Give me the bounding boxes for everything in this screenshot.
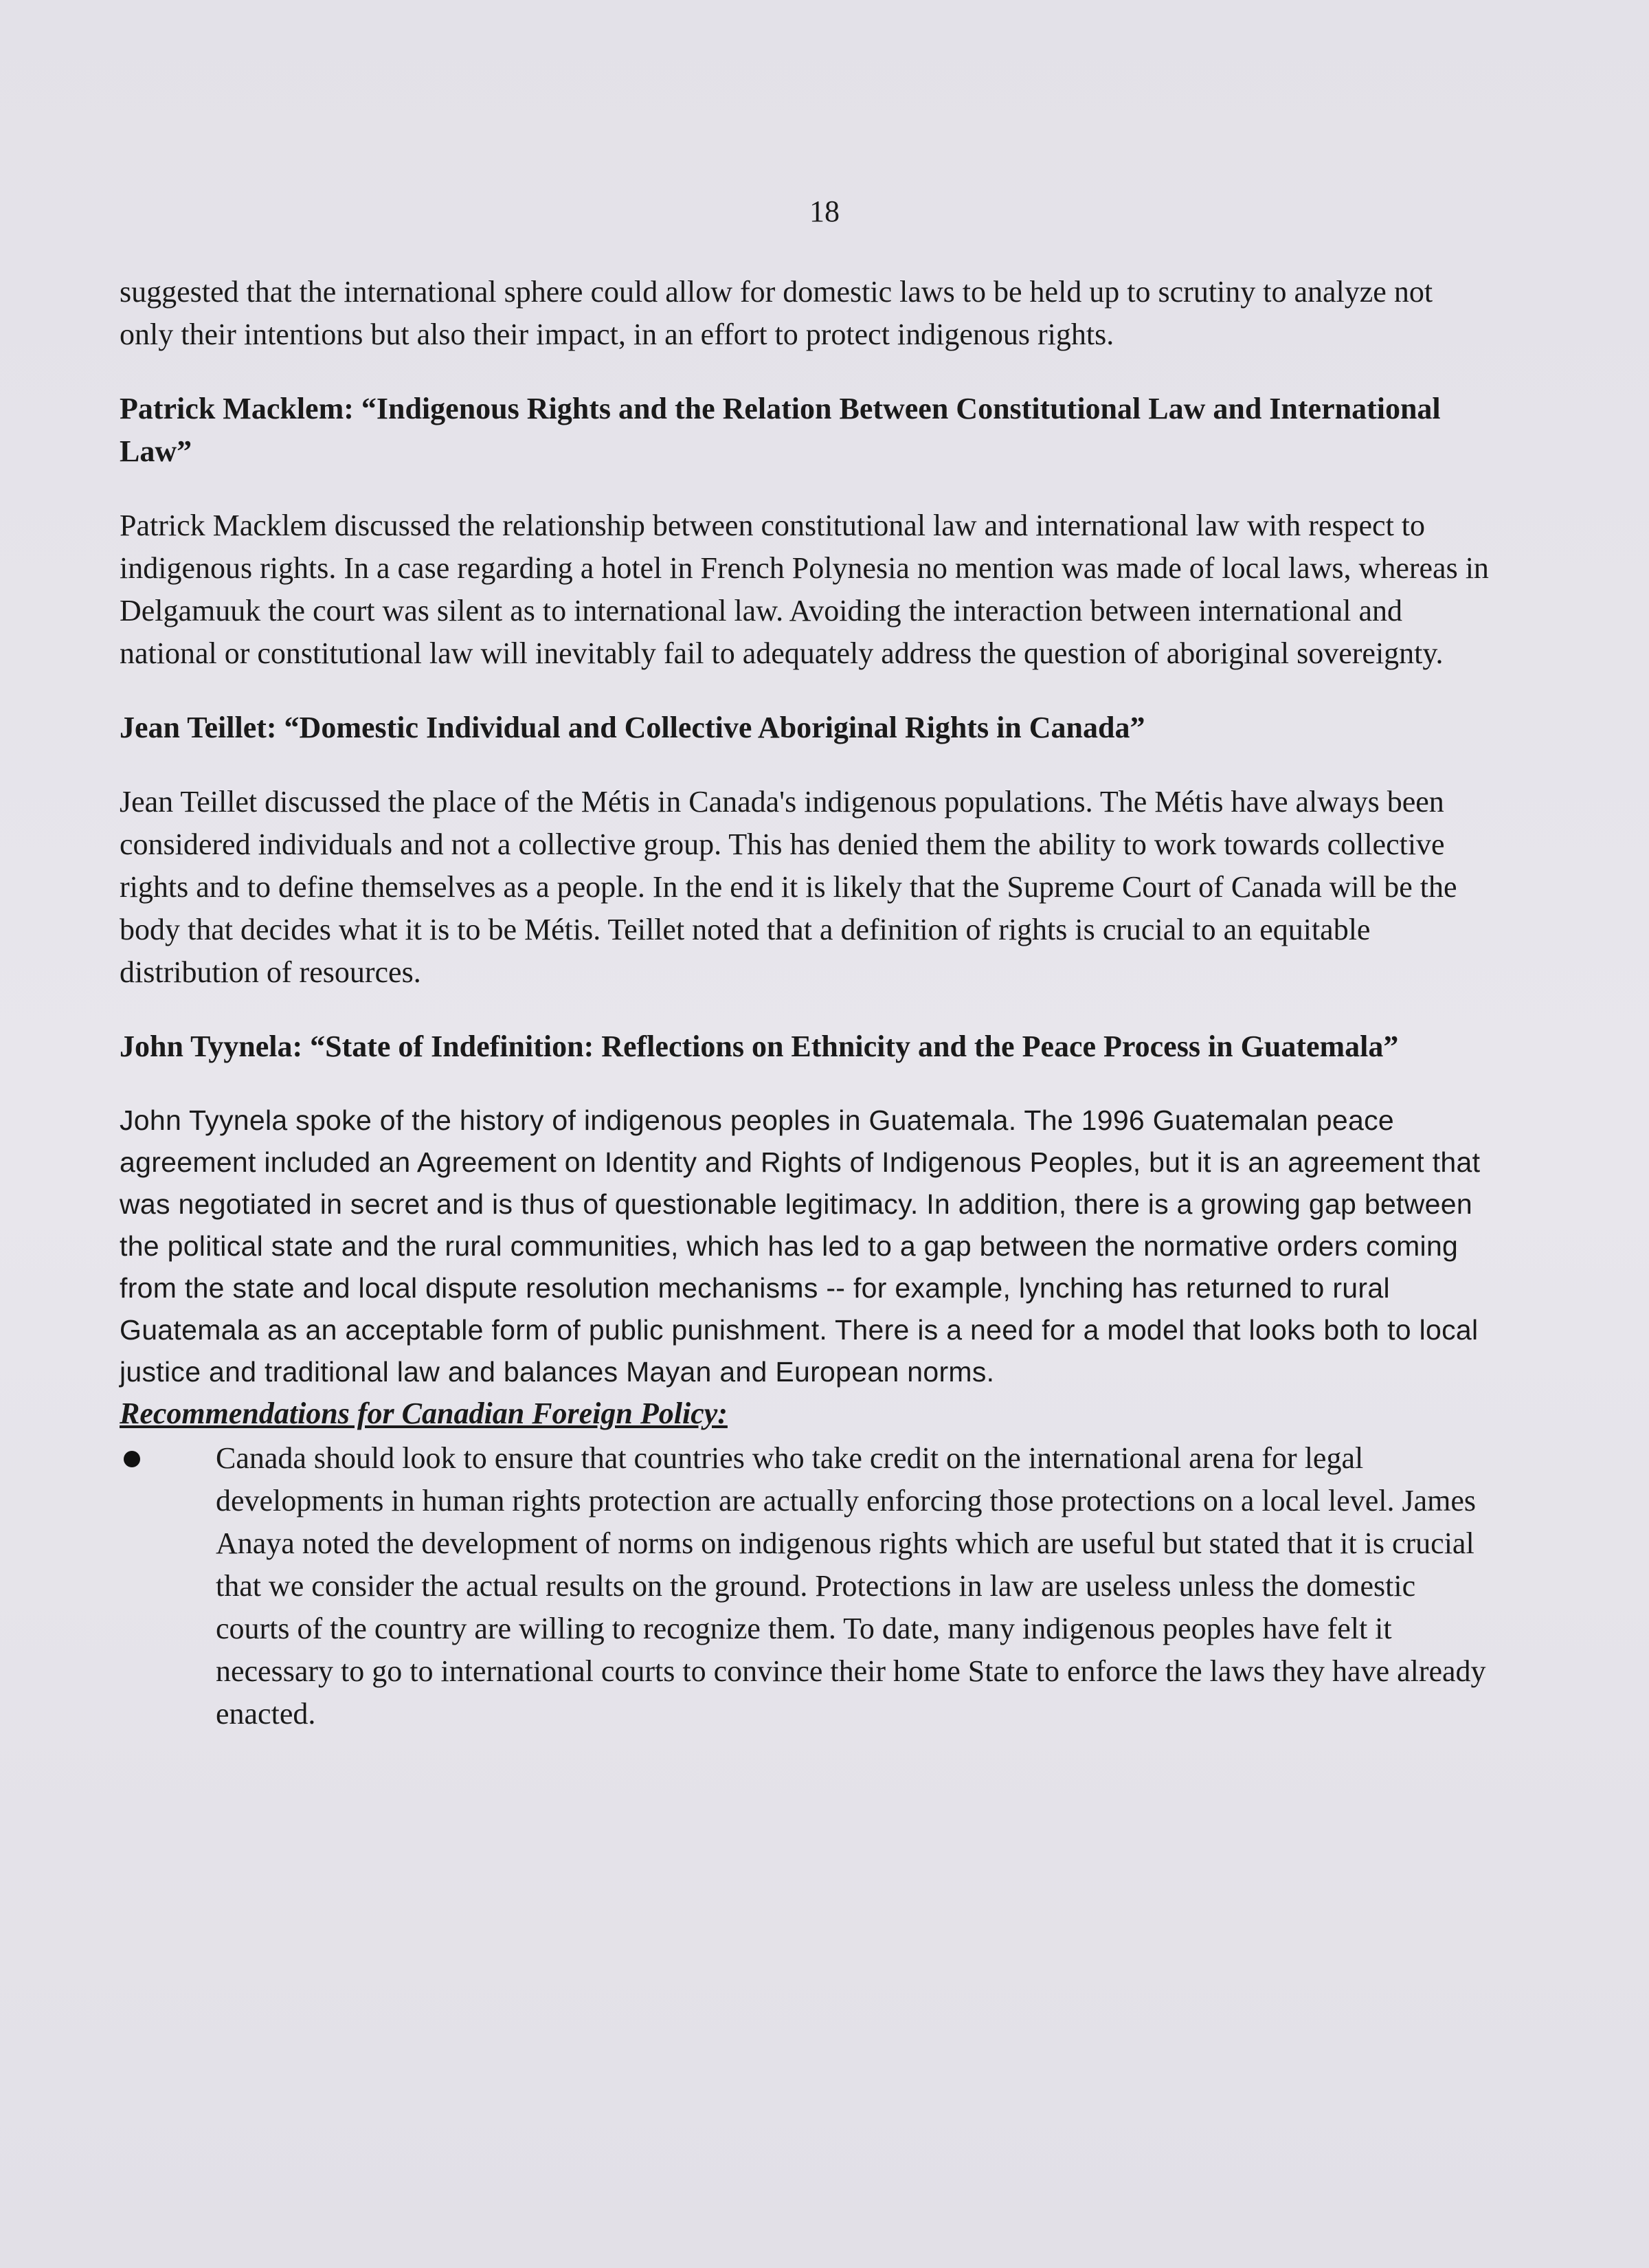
page-number: 18	[809, 194, 840, 228]
section-heading-tyynela: John Tyynela: “State of Indefinition: Reflections on Ethnicity and the Peace Process in Guatemala”	[120, 1030, 1399, 1063]
recommendation-text: Canada should look to ensure that countries who take credit on the international arena for legal developments in human rights protection are actually enforcing those protections on a local level. James Anaya noted the development of norms on indigenous rights which are useful but stated that it is crucial that we consider the actual results on the ground. Protections in law are useless unless the domestic courts of the country are willing to recognize them. To date, many indigenous peoples have felt it necessary to go to international courts to convince their home State to enforce the laws they have already enacted.	[216, 1441, 1486, 1731]
section-heading-macklem: Patrick Macklem: “Indigenous Rights and the Relation Between Constitutional Law and International Law”	[120, 392, 1441, 468]
bullet-icon	[124, 1451, 140, 1467]
page-content	[120, 271, 1494, 1735]
intro-paragraph: suggested that the international sphere could allow for domestic laws to be held up to scrutiny to analyze not only their intentions but also their impact, in an effort to protect indigenous rights.	[120, 275, 1433, 351]
section-body-tyynela: John Tyynela spoke of the history of indigenous peoples in Guatemala. The 1996 Guatemalan peace agreement included an Agreement on Identity and Rights of Indigenous Peoples, but it is an agreement that was negotiated in secret and is thus of questionable legitimacy. In addition, there is a growing gap between the political state and the rural communities, which has led to a gap between the normative orders coming from the state and local dispute resolution mechanisms -- for example, lynching has returned to rural Guatemala as an acceptable form of public punishment. There is a need for a model that looks both to local justice and traditional law and balances Mayan and European norms.	[120, 1104, 1481, 1388]
recommendations-heading: Recommendations for Canadian Foreign Policy:	[120, 1397, 728, 1430]
section-body-teillet: Jean Teillet discussed the place of the Métis in Canada's indigenous populations. The Métis have always been considered individuals and not a collective group. This has denied them the ability to work towards collective rights and to define themselves as a people. In the end it is likely that the Supreme Court of Canada will be the body that decides what it is to be Métis. Teillet noted that a definition of rights is crucial to an equitable distribution of resources.	[120, 785, 1457, 989]
section-heading-teillet: Jean Teillet: “Domestic Individual and Collective Aboriginal Rights in Canada”	[120, 711, 1145, 744]
recommendation-item	[120, 1437, 1494, 1735]
section-body-macklem: Patrick Macklem discussed the relationship between constitutional law and international law with respect to indigenous rights. In a case regarding a hotel in French Polynesia no mention was made of local laws, whereas in Delgamuuk the court was silent as to international law. Avoiding the interaction between international and national or constitutional law will inevitably fail to adequately address the question of aboriginal sovereignty.	[120, 509, 1489, 670]
